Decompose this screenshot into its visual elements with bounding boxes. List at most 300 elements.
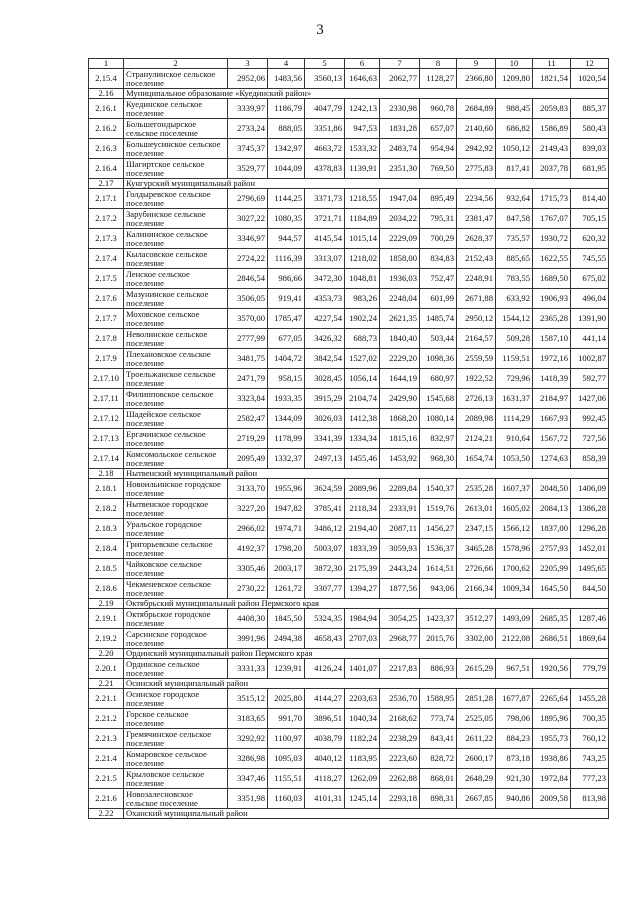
table-row xyxy=(89,689,609,709)
row-code: 2.17.11 xyxy=(89,389,124,409)
value-cell: 2223,60 xyxy=(380,749,420,769)
value-cell: 3785,41 xyxy=(305,499,345,519)
value-cell: 1139,91 xyxy=(345,159,380,179)
value-cell: 795,31 xyxy=(420,209,457,229)
value-cell: 503,44 xyxy=(420,329,457,349)
value-cell: 2089,98 xyxy=(457,409,496,429)
table-row xyxy=(89,289,609,309)
value-cell: 2166,34 xyxy=(457,579,496,599)
row-code: 2.20.1 xyxy=(89,659,124,679)
value-cell: 1933,35 xyxy=(268,389,305,409)
settlement-name: Большегондырское сельское поселение xyxy=(124,119,228,139)
value-cell: 769,50 xyxy=(420,159,457,179)
value-cell: 3133,70 xyxy=(228,479,268,499)
value-cell: 3481,75 xyxy=(228,349,268,369)
value-cell: 2234,56 xyxy=(457,189,496,209)
value-cell: 2333,91 xyxy=(380,499,420,519)
value-cell: 729,96 xyxy=(496,369,533,389)
value-cell: 2796,69 xyxy=(228,189,268,209)
table-row xyxy=(89,729,609,749)
value-cell: 3347,46 xyxy=(228,769,268,789)
value-cell: 2726,66 xyxy=(457,559,496,579)
row-code: 2.17.14 xyxy=(89,449,124,469)
value-cell: 1540,37 xyxy=(420,479,457,499)
value-cell: 813,98 xyxy=(571,789,609,809)
value-cell: 886,93 xyxy=(420,659,457,679)
value-cell: 686,82 xyxy=(496,119,533,139)
settlement-name: Калининское сельское поселение xyxy=(124,229,228,249)
row-code: 2.17.6 xyxy=(89,289,124,309)
value-cell: 2719,29 xyxy=(228,429,268,449)
value-cell: 834,83 xyxy=(420,249,457,269)
value-cell: 2248,91 xyxy=(457,269,496,289)
row-code: 2.15.4 xyxy=(89,69,124,89)
value-cell: 947,53 xyxy=(345,119,380,139)
value-cell: 2175,39 xyxy=(345,559,380,579)
row-code: 2.17.7 xyxy=(89,309,124,329)
value-cell: 1519,76 xyxy=(420,499,457,519)
value-cell: 1654,74 xyxy=(457,449,496,469)
table-row xyxy=(89,349,609,369)
value-cell: 2628,37 xyxy=(457,229,496,249)
value-cell: 1667,93 xyxy=(533,409,571,429)
value-cell: 1955,73 xyxy=(533,729,571,749)
value-cell: 620,32 xyxy=(571,229,609,249)
value-cell: 960,78 xyxy=(420,99,457,119)
value-cell: 3991,96 xyxy=(228,629,268,649)
value-cell: 828,72 xyxy=(420,749,457,769)
value-cell: 3515,12 xyxy=(228,689,268,709)
value-cell: 3560,13 xyxy=(305,69,345,89)
settlement-name: Уральское городское поселение xyxy=(124,519,228,539)
value-cell: 1833,39 xyxy=(345,539,380,559)
value-cell: 2952,06 xyxy=(228,69,268,89)
value-cell: 798,06 xyxy=(496,709,533,729)
value-cell: 1815,16 xyxy=(380,429,420,449)
value-cell: 2089,96 xyxy=(345,479,380,499)
section-title: Ординский муниципальный район Пермского края xyxy=(124,649,609,659)
value-cell: 1545,68 xyxy=(420,389,457,409)
section-code: 2.17 xyxy=(89,179,124,189)
column-header: 2 xyxy=(124,59,228,69)
table-row xyxy=(89,69,609,89)
value-cell: 3624,59 xyxy=(305,479,345,499)
settlement-name: Куединское сельское поселение xyxy=(124,99,228,119)
value-cell: 843,41 xyxy=(420,729,457,749)
value-cell: 1877,56 xyxy=(380,579,420,599)
value-cell: 1080,35 xyxy=(268,209,305,229)
value-cell: 688,73 xyxy=(345,329,380,349)
value-cell: 3472,30 xyxy=(305,269,345,289)
value-cell: 3426,32 xyxy=(305,329,345,349)
settlement-name: Нытвенское городское поселение xyxy=(124,499,228,519)
value-cell: 1159,51 xyxy=(496,349,533,369)
value-cell: 441,14 xyxy=(571,329,609,349)
value-cell: 3305,46 xyxy=(228,559,268,579)
value-cell: 1586,89 xyxy=(533,119,571,139)
value-cell: 814,40 xyxy=(571,189,609,209)
settlement-name: Чекменевское сельское поселение xyxy=(124,579,228,599)
table-row xyxy=(89,269,609,289)
settlement-name: Странулинское сельское поселение xyxy=(124,69,228,89)
value-cell: 1184,89 xyxy=(345,209,380,229)
row-code: 2.16.2 xyxy=(89,119,124,139)
row-code: 2.17.13 xyxy=(89,429,124,449)
value-cell: 1587,10 xyxy=(533,329,571,349)
settlement-name: Горское сельское поселение xyxy=(124,709,228,729)
row-code: 2.17.9 xyxy=(89,349,124,369)
row-code: 2.18.2 xyxy=(89,499,124,519)
value-cell: 1645,50 xyxy=(533,579,571,599)
value-cell: 1100,97 xyxy=(268,729,305,749)
column-header: 5 xyxy=(305,59,345,69)
value-cell: 2168,62 xyxy=(380,709,420,729)
value-cell: 2686,51 xyxy=(533,629,571,649)
row-code: 2.18.5 xyxy=(89,559,124,579)
value-cell: 2536,70 xyxy=(380,689,420,709)
settlement-name: Октябрьское городское поселение xyxy=(124,609,228,629)
value-cell: 1155,51 xyxy=(268,769,305,789)
table-row xyxy=(89,369,609,389)
value-cell: 1455,28 xyxy=(571,689,609,709)
column-header: 7 xyxy=(380,59,420,69)
value-cell: 2062,77 xyxy=(380,69,420,89)
value-cell: 2611,22 xyxy=(457,729,496,749)
value-cell: 743,25 xyxy=(571,749,609,769)
value-cell: 1455,46 xyxy=(345,449,380,469)
value-cell: 1116,39 xyxy=(268,249,305,269)
value-cell: 868,01 xyxy=(420,769,457,789)
row-code: 2.21.4 xyxy=(89,749,124,769)
row-code: 2.16.3 xyxy=(89,139,124,159)
settlement-name: Кыласовское сельское поселение xyxy=(124,249,228,269)
value-cell: 1920,56 xyxy=(533,659,571,679)
value-cell: 991,70 xyxy=(268,709,305,729)
value-cell: 3054,25 xyxy=(380,609,420,629)
table-row xyxy=(89,409,609,429)
value-cell: 873,18 xyxy=(496,749,533,769)
value-cell: 2497,13 xyxy=(305,449,345,469)
table-row xyxy=(89,429,609,449)
value-cell: 954,94 xyxy=(420,139,457,159)
value-cell: 1527,02 xyxy=(345,349,380,369)
value-cell: 4353,73 xyxy=(305,289,345,309)
value-cell: 1895,96 xyxy=(533,709,571,729)
value-cell: 2084,13 xyxy=(533,499,571,519)
value-cell: 1605,02 xyxy=(496,499,533,519)
settlement-name: Неволинское сельское поселение xyxy=(124,329,228,349)
value-cell: 2034,22 xyxy=(380,209,420,229)
settlement-name: Ергачинское сельское поселение xyxy=(124,429,228,449)
value-cell: 1002,87 xyxy=(571,349,609,369)
value-cell: 1544,12 xyxy=(496,309,533,329)
value-cell: 2149,43 xyxy=(533,139,571,159)
value-cell: 777,23 xyxy=(571,769,609,789)
value-cell: 1048,81 xyxy=(345,269,380,289)
value-cell: 2037,78 xyxy=(533,159,571,179)
column-header: 10 xyxy=(496,59,533,69)
row-code: 2.21.1 xyxy=(89,689,124,709)
value-cell: 1080,14 xyxy=(420,409,457,429)
section-row xyxy=(89,469,609,479)
value-cell: 1391,90 xyxy=(571,309,609,329)
value-cell: 1183,95 xyxy=(345,749,380,769)
value-cell: 1869,64 xyxy=(571,629,609,649)
value-cell: 2684,89 xyxy=(457,99,496,119)
value-cell: 2265,64 xyxy=(533,689,571,709)
value-cell: 1631,37 xyxy=(496,389,533,409)
value-cell: 700,29 xyxy=(420,229,457,249)
value-cell: 1840,40 xyxy=(380,329,420,349)
section-title: Муниципальное образование «Куединский район» xyxy=(124,89,609,99)
table-row xyxy=(89,309,609,329)
value-cell: 3486,12 xyxy=(305,519,345,539)
value-cell: 1938,86 xyxy=(533,749,571,769)
value-cell: 1334,34 xyxy=(345,429,380,449)
value-cell: 2525,05 xyxy=(457,709,496,729)
row-code: 2.17.12 xyxy=(89,409,124,429)
value-cell: 2164,57 xyxy=(457,329,496,349)
value-cell: 3059,93 xyxy=(380,539,420,559)
value-cell: 2443,24 xyxy=(380,559,420,579)
value-cell: 1646,63 xyxy=(345,69,380,89)
value-cell: 2429,90 xyxy=(380,389,420,409)
value-cell: 2347,15 xyxy=(457,519,496,539)
row-code: 2.18.4 xyxy=(89,539,124,559)
value-cell: 1218,55 xyxy=(345,189,380,209)
value-cell: 1845,50 xyxy=(268,609,305,629)
value-cell: 2613,01 xyxy=(457,499,496,519)
column-header: 9 xyxy=(457,59,496,69)
settlement-name: Григорьевское сельское поселение xyxy=(124,539,228,559)
table-row xyxy=(89,389,609,409)
value-cell: 1128,27 xyxy=(420,69,457,89)
table-row xyxy=(89,789,609,809)
value-cell: 2621,35 xyxy=(380,309,420,329)
value-cell: 1984,94 xyxy=(345,609,380,629)
value-cell: 1406,09 xyxy=(571,479,609,499)
settlement-name: Новозалесновское сельское поселение xyxy=(124,789,228,809)
value-cell: 735,57 xyxy=(496,229,533,249)
value-cell: 1056,14 xyxy=(345,369,380,389)
value-cell: 4144,27 xyxy=(305,689,345,709)
value-cell: 680,97 xyxy=(420,369,457,389)
value-cell: 832,97 xyxy=(420,429,457,449)
value-cell: 3371,73 xyxy=(305,189,345,209)
settlement-name: Мазунинское сельское поселение xyxy=(124,289,228,309)
value-cell: 2203,63 xyxy=(345,689,380,709)
row-code: 2.18.6 xyxy=(89,579,124,599)
value-cell: 1868,20 xyxy=(380,409,420,429)
value-cell: 844,50 xyxy=(571,579,609,599)
value-cell: 1536,37 xyxy=(420,539,457,559)
value-cell: 677,05 xyxy=(268,329,305,349)
value-cell: 1218,02 xyxy=(345,249,380,269)
settlement-name: Троельжанское сельское поселение xyxy=(124,369,228,389)
value-cell: 3915,29 xyxy=(305,389,345,409)
value-cell: 3331,33 xyxy=(228,659,268,679)
value-cell: 4145,54 xyxy=(305,229,345,249)
value-cell: 3745,37 xyxy=(228,139,268,159)
value-cell: 910,64 xyxy=(496,429,533,449)
value-cell: 2351,30 xyxy=(380,159,420,179)
table-row xyxy=(89,249,609,269)
tariff-table xyxy=(88,58,609,819)
value-cell: 919,41 xyxy=(268,289,305,309)
settlement-name: Плехановское сельское поселение xyxy=(124,349,228,369)
value-cell: 2140,60 xyxy=(457,119,496,139)
value-cell: 1767,07 xyxy=(533,209,571,229)
value-cell: 1182,24 xyxy=(345,729,380,749)
row-code: 2.21.2 xyxy=(89,709,124,729)
value-cell: 839,03 xyxy=(571,139,609,159)
value-cell: 1261,72 xyxy=(268,579,305,599)
value-cell: 2685,35 xyxy=(533,609,571,629)
value-cell: 1050,12 xyxy=(496,139,533,159)
value-cell: 1160,03 xyxy=(268,789,305,809)
value-cell: 3512,27 xyxy=(457,609,496,629)
value-cell: 967,51 xyxy=(496,659,533,679)
value-cell: 884,23 xyxy=(496,729,533,749)
value-cell: 2724,22 xyxy=(228,249,268,269)
value-cell: 4040,12 xyxy=(305,749,345,769)
row-code: 2.18.3 xyxy=(89,519,124,539)
table-row xyxy=(89,99,609,119)
table-row xyxy=(89,559,609,579)
section-row xyxy=(89,599,609,609)
value-cell: 898,31 xyxy=(420,789,457,809)
value-cell: 3292,92 xyxy=(228,729,268,749)
value-cell: 1689,50 xyxy=(533,269,571,289)
value-cell: 2483,74 xyxy=(380,139,420,159)
value-cell: 1287,46 xyxy=(571,609,609,629)
value-cell: 2707,03 xyxy=(345,629,380,649)
value-cell: 943,06 xyxy=(420,579,457,599)
value-cell: 1495,65 xyxy=(571,559,609,579)
value-cell: 1020,54 xyxy=(571,69,609,89)
value-cell: 4378,83 xyxy=(305,159,345,179)
settlement-name: Большеусинское сельское поселение xyxy=(124,139,228,159)
value-cell: 1095,03 xyxy=(268,749,305,769)
value-cell: 2152,43 xyxy=(457,249,496,269)
table-row xyxy=(89,209,609,229)
value-cell: 1245,14 xyxy=(345,789,380,809)
value-cell: 1044,09 xyxy=(268,159,305,179)
table-row xyxy=(89,159,609,179)
value-cell: 1922,52 xyxy=(457,369,496,389)
value-cell: 2615,29 xyxy=(457,659,496,679)
settlement-name: Гремячинское сельское поселение xyxy=(124,729,228,749)
value-cell: 1533,32 xyxy=(345,139,380,159)
value-cell: 1053,50 xyxy=(496,449,533,469)
settlement-name: Осинское городское поселение xyxy=(124,689,228,709)
header-row xyxy=(89,59,609,69)
value-cell: 1423,37 xyxy=(420,609,457,629)
value-cell: 3351,98 xyxy=(228,789,268,809)
value-cell: 2648,29 xyxy=(457,769,496,789)
value-cell: 681,95 xyxy=(571,159,609,179)
value-cell: 988,45 xyxy=(496,99,533,119)
settlement-name: Комаровское сельское поселение xyxy=(124,749,228,769)
value-cell: 2942,92 xyxy=(457,139,496,159)
value-cell: 1837,00 xyxy=(533,519,571,539)
value-cell: 1274,63 xyxy=(533,449,571,469)
row-code: 2.21.6 xyxy=(89,789,124,809)
value-cell: 1622,55 xyxy=(533,249,571,269)
value-cell: 1785,47 xyxy=(268,309,305,329)
value-cell: 496,04 xyxy=(571,289,609,309)
column-header: 1 xyxy=(89,59,124,69)
value-cell: 675,02 xyxy=(571,269,609,289)
value-cell: 3721,71 xyxy=(305,209,345,229)
value-cell: 2289,84 xyxy=(380,479,420,499)
value-cell: 2582,47 xyxy=(228,409,268,429)
value-cell: 1566,12 xyxy=(496,519,533,539)
value-cell: 1401,07 xyxy=(345,659,380,679)
value-cell: 1114,29 xyxy=(496,409,533,429)
column-header: 8 xyxy=(420,59,457,69)
value-cell: 2730,22 xyxy=(228,579,268,599)
value-cell: 4047,79 xyxy=(305,99,345,119)
table-row xyxy=(89,659,609,679)
value-cell: 4038,79 xyxy=(305,729,345,749)
value-cell: 1209,80 xyxy=(496,69,533,89)
value-cell: 4101,31 xyxy=(305,789,345,809)
value-cell: 983,26 xyxy=(345,289,380,309)
value-cell: 4126,24 xyxy=(305,659,345,679)
row-code: 2.17.2 xyxy=(89,209,124,229)
value-cell: 1098,36 xyxy=(420,349,457,369)
value-cell: 1614,51 xyxy=(420,559,457,579)
value-cell: 3339,97 xyxy=(228,99,268,119)
value-cell: 2229,20 xyxy=(380,349,420,369)
value-cell: 1906,93 xyxy=(533,289,571,309)
settlement-name: Ординское сельское поселение xyxy=(124,659,228,679)
value-cell: 992,45 xyxy=(571,409,609,429)
value-cell: 3346,97 xyxy=(228,229,268,249)
settlement-name: Ленское сельское поселение xyxy=(124,269,228,289)
table-row xyxy=(89,329,609,349)
value-cell: 2471,79 xyxy=(228,369,268,389)
value-cell: 2365,28 xyxy=(533,309,571,329)
value-cell: 1386,28 xyxy=(571,499,609,519)
value-cell: 1947,04 xyxy=(380,189,420,209)
value-cell: 1831,28 xyxy=(380,119,420,139)
row-code: 2.17.8 xyxy=(89,329,124,349)
section-row xyxy=(89,649,609,659)
value-cell: 1974,71 xyxy=(268,519,305,539)
value-cell: 2003,17 xyxy=(268,559,305,579)
settlement-name: Моховское сельское поселение xyxy=(124,309,228,329)
value-cell: 601,99 xyxy=(420,289,457,309)
table-row xyxy=(89,609,609,629)
value-cell: 1798,20 xyxy=(268,539,305,559)
value-cell: 2757,93 xyxy=(533,539,571,559)
value-cell: 2248,04 xyxy=(380,289,420,309)
value-cell: 2048,50 xyxy=(533,479,571,499)
table-row xyxy=(89,629,609,649)
table-row xyxy=(89,539,609,559)
value-cell: 2124,21 xyxy=(457,429,496,449)
value-cell: 1262,09 xyxy=(345,769,380,789)
value-cell: 727,56 xyxy=(571,429,609,449)
value-cell: 745,55 xyxy=(571,249,609,269)
value-cell: 509,28 xyxy=(496,329,533,349)
value-cell: 2009,58 xyxy=(533,789,571,809)
value-cell: 2950,12 xyxy=(457,309,496,329)
row-code: 2.17.5 xyxy=(89,269,124,289)
settlement-name: Шагиртское сельское поселение xyxy=(124,159,228,179)
